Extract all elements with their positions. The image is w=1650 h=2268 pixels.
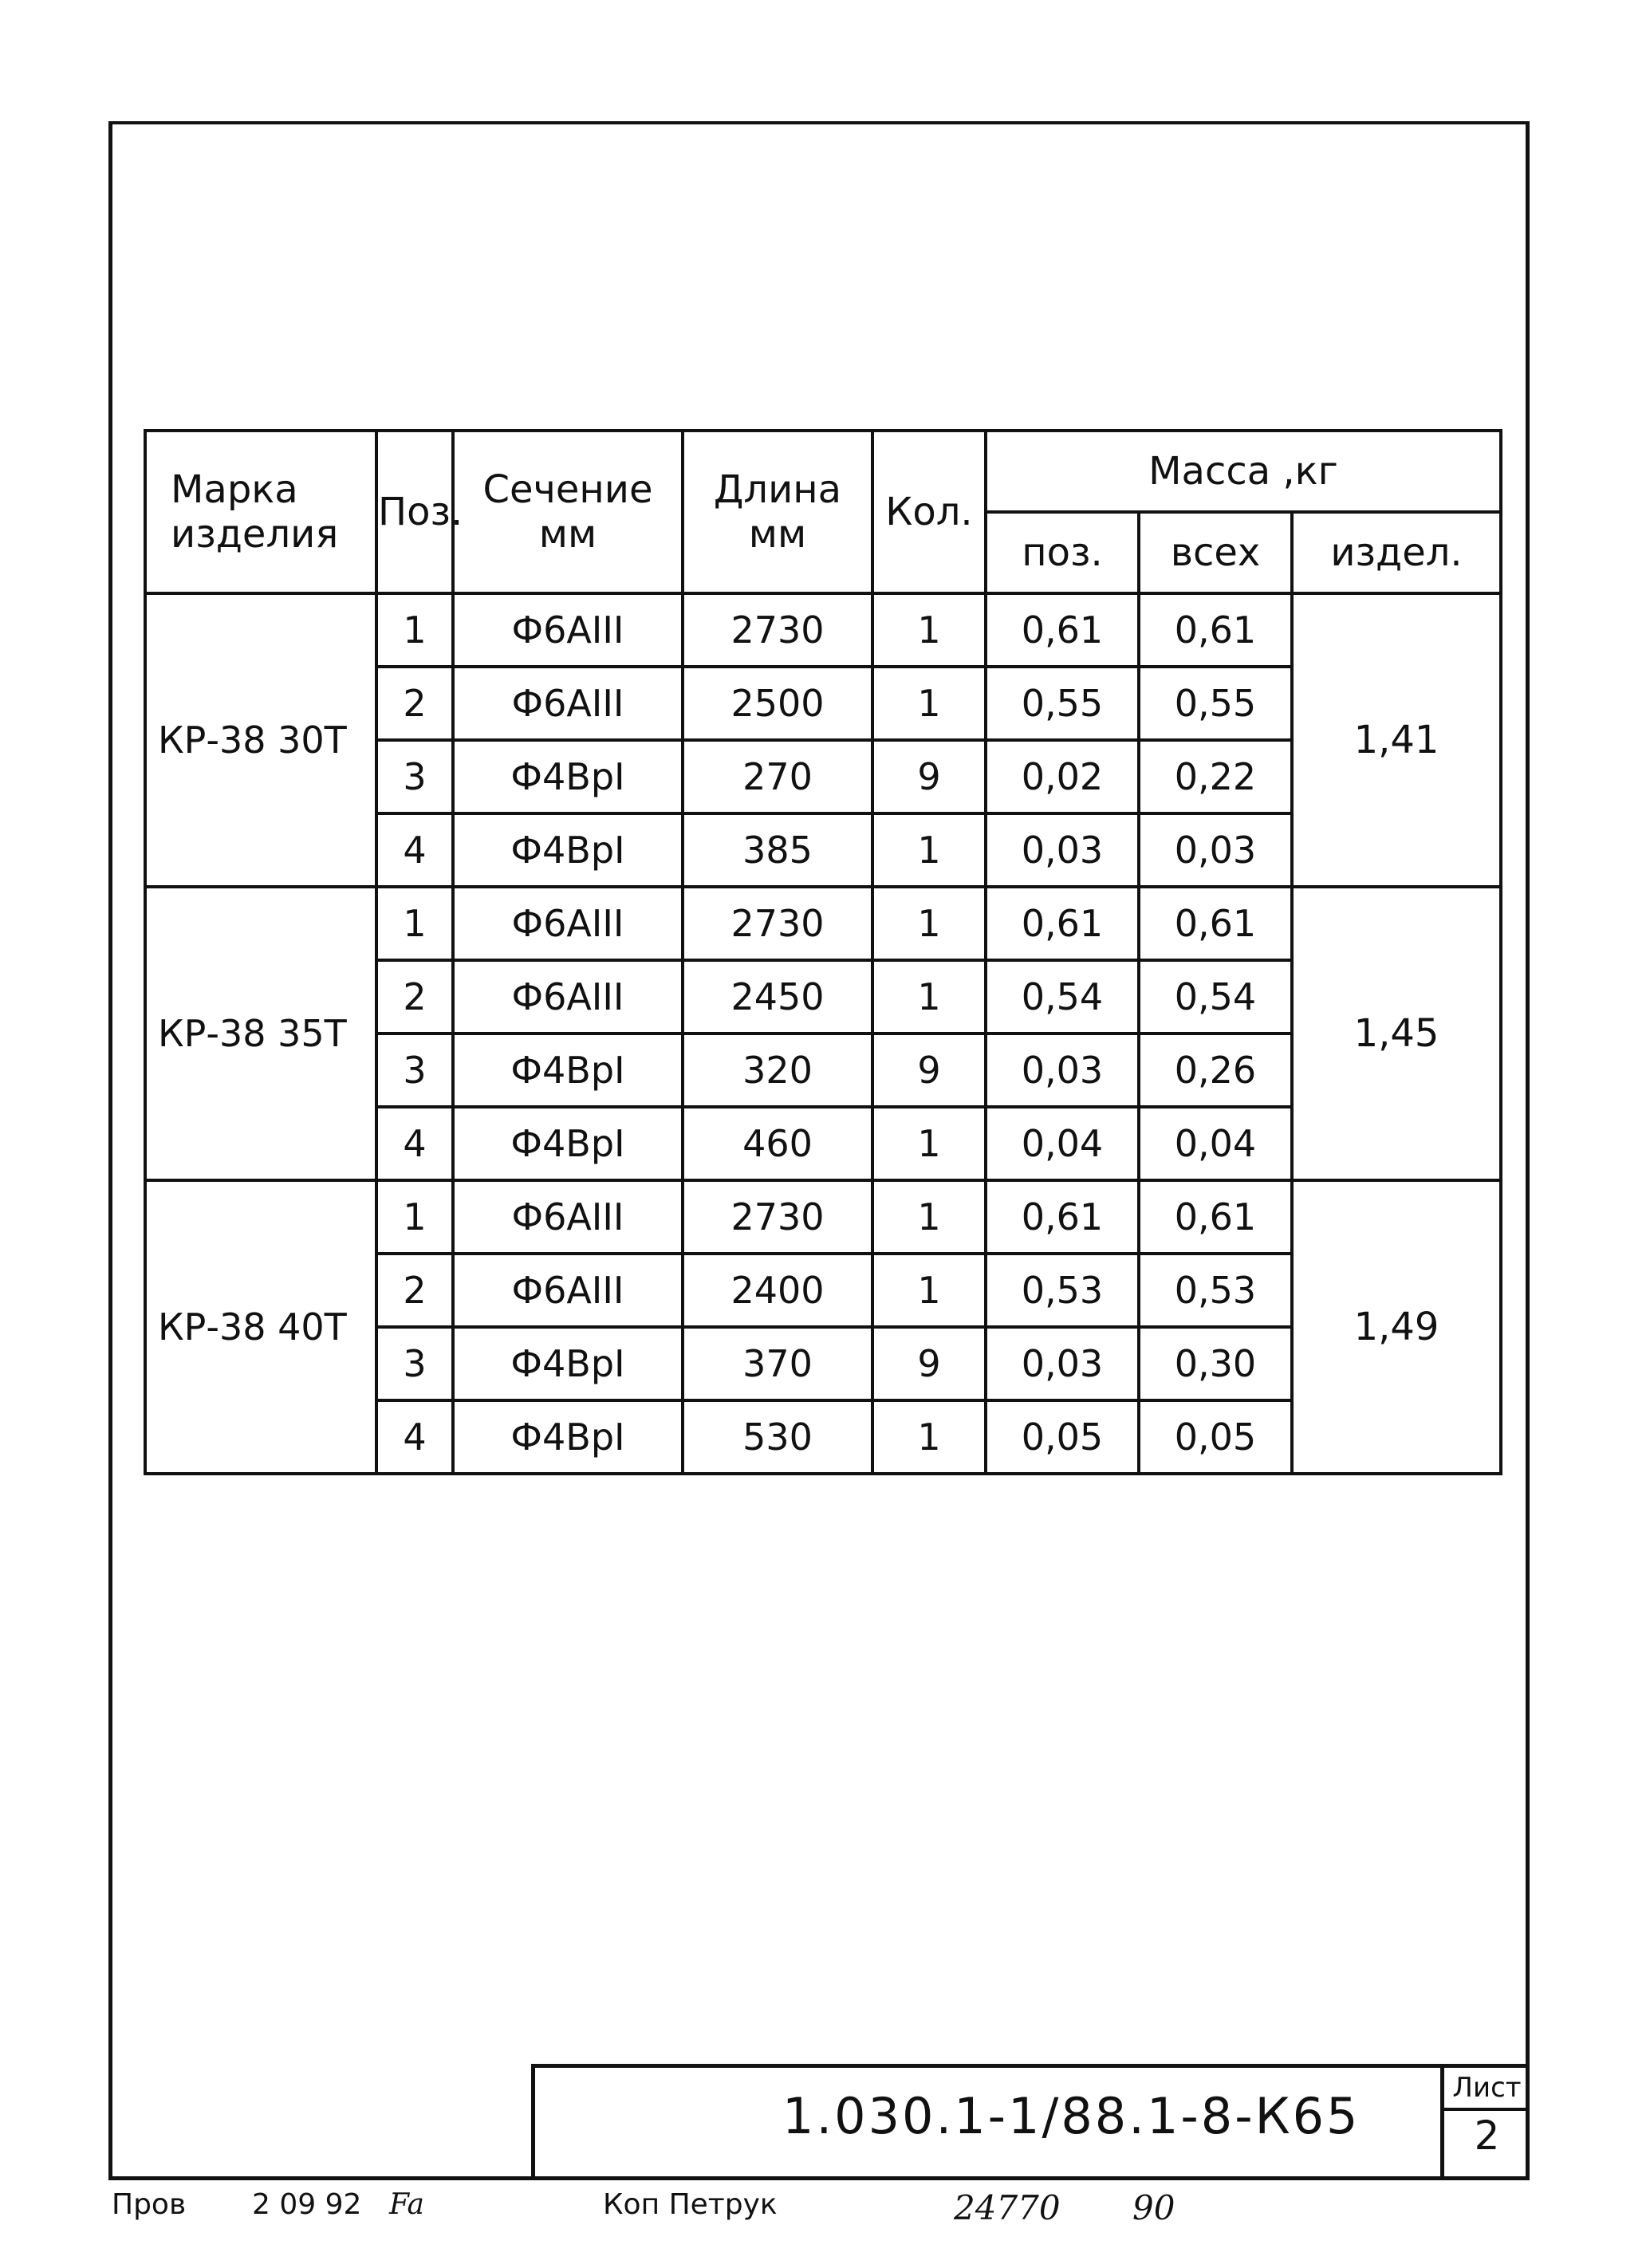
mass-pos-cell: 0,05: [986, 1400, 1139, 1474]
pos-cell: 4: [376, 1107, 453, 1180]
mass-all-cell: 0,03: [1139, 813, 1292, 887]
header-section-line1: Сечение: [482, 467, 653, 512]
document-number: 24770: [954, 2188, 1061, 2227]
length-cell: 2730: [683, 1180, 872, 1254]
qty-cell: 1: [872, 1180, 986, 1254]
sheet-box: [1440, 2068, 1530, 2180]
checked-date: 2 09 92: [252, 2188, 362, 2221]
section-cell: Ф4ВрI: [453, 740, 683, 813]
length-cell: 460: [683, 1107, 872, 1180]
pos-cell: 2: [376, 667, 453, 740]
length-cell: 2400: [683, 1254, 872, 1327]
length-cell: 385: [683, 813, 872, 887]
mass-all-cell: 0,30: [1139, 1327, 1292, 1400]
mass-pos-cell: 0,04: [986, 1107, 1139, 1180]
mass-pos-cell: 0,54: [986, 960, 1139, 1034]
header-mark-line1: Марка: [171, 467, 298, 512]
mass-pos-cell: 0,61: [986, 887, 1139, 960]
mass-item-cell: 1,49: [1292, 1180, 1501, 1474]
qty-cell: 1: [872, 593, 986, 667]
header-length: [683, 431, 872, 593]
mass-item-cell: 1,45: [1292, 887, 1501, 1180]
pos-cell: 2: [376, 960, 453, 1034]
mass-pos-cell: 0,02: [986, 740, 1139, 813]
header-mass-all: всех: [1139, 512, 1292, 593]
section-cell: Ф4ВрI: [453, 813, 683, 887]
header-length-line2: мм: [748, 512, 807, 557]
qty-cell: 9: [872, 1034, 986, 1107]
document-code: 1.030.1-1/88.1-8-К65: [782, 2087, 1361, 2145]
mark-cell: КР-38 40Т: [145, 1180, 376, 1474]
qty-cell: 9: [872, 1327, 986, 1400]
header-mass-pos: поз.: [986, 512, 1139, 593]
length-cell: 370: [683, 1327, 872, 1400]
header-pos: Поз.: [376, 431, 453, 593]
qty-cell: 1: [872, 887, 986, 960]
pos-cell: 1: [376, 1180, 453, 1254]
mark-cell: КР-38 35Т: [145, 887, 376, 1180]
pos-cell: 3: [376, 740, 453, 813]
header-mark: [145, 431, 376, 593]
section-cell: Ф6АIII: [453, 593, 683, 667]
mass-pos-cell: 0,55: [986, 667, 1139, 740]
section-cell: Ф6АIII: [453, 667, 683, 740]
header-mass: Масса ,кг: [986, 431, 1501, 512]
mass-pos-cell: 0,03: [986, 813, 1139, 887]
mass-all-cell: 0,05: [1139, 1400, 1292, 1474]
header-qty: Кол.: [872, 431, 986, 593]
section-cell: Ф6АIII: [453, 887, 683, 960]
section-cell: Ф6АIII: [453, 1180, 683, 1254]
length-cell: 2730: [683, 593, 872, 667]
mass-all-cell: 0,53: [1139, 1254, 1292, 1327]
header-mark-line2: изделия: [171, 512, 339, 557]
sheet-label: Лист: [1444, 2068, 1530, 2111]
header-mass-item: издел.: [1292, 512, 1501, 593]
section-cell: Ф6АIII: [453, 960, 683, 1034]
mass-all-cell: 0,26: [1139, 1034, 1292, 1107]
pos-cell: 3: [376, 1034, 453, 1107]
length-cell: 270: [683, 740, 872, 813]
length-cell: 2450: [683, 960, 872, 1034]
header-section: [453, 431, 683, 593]
section-cell: Ф6АIII: [453, 1254, 683, 1327]
qty-cell: 1: [872, 1400, 986, 1474]
mass-all-cell: 0,61: [1139, 887, 1292, 960]
qty-cell: 1: [872, 1107, 986, 1180]
length-cell: 2730: [683, 887, 872, 960]
section-cell: Ф4ВрI: [453, 1034, 683, 1107]
section-cell: Ф4ВрI: [453, 1327, 683, 1400]
qty-cell: 1: [872, 813, 986, 887]
header-row-1: [145, 431, 1501, 512]
format-value: 90: [1132, 2188, 1175, 2227]
length-cell: 320: [683, 1034, 872, 1107]
header-length-line1: Длина: [713, 467, 842, 512]
qty-cell: 1: [872, 667, 986, 740]
mass-pos-cell: 0,03: [986, 1034, 1139, 1107]
pos-cell: 1: [376, 593, 453, 667]
specification-table: [144, 429, 1502, 1475]
qty-cell: 9: [872, 740, 986, 813]
mass-all-cell: 0,61: [1139, 1180, 1292, 1254]
length-cell: 530: [683, 1400, 872, 1474]
mass-pos-cell: 0,61: [986, 1180, 1139, 1254]
section-cell: Ф4ВрI: [453, 1107, 683, 1180]
table-row: [145, 593, 1501, 667]
pos-cell: 4: [376, 813, 453, 887]
pos-cell: 2: [376, 1254, 453, 1327]
table-row: [145, 887, 1501, 960]
mass-pos-cell: 0,53: [986, 1254, 1139, 1327]
checked-signature: Fa: [389, 2188, 424, 2221]
mass-all-cell: 0,55: [1139, 667, 1292, 740]
title-block: [531, 2064, 1530, 2180]
mass-all-cell: 0,04: [1139, 1107, 1292, 1180]
table-row: [145, 1180, 1501, 1254]
mass-pos-cell: 0,03: [986, 1327, 1139, 1400]
pos-cell: 4: [376, 1400, 453, 1474]
qty-cell: 1: [872, 960, 986, 1034]
mass-pos-cell: 0,61: [986, 593, 1139, 667]
section-cell: Ф4ВрI: [453, 1400, 683, 1474]
header-section-line2: мм: [538, 512, 597, 557]
copied-by: Коп Петрук: [603, 2188, 778, 2221]
mass-all-cell: 0,22: [1139, 740, 1292, 813]
mass-all-cell: 0,61: [1139, 593, 1292, 667]
length-cell: 2500: [683, 667, 872, 740]
checked-label: Пров: [112, 2188, 187, 2221]
mass-all-cell: 0,54: [1139, 960, 1292, 1034]
sheet-number: 2: [1474, 2112, 1500, 2159]
mass-item-cell: 1,41: [1292, 593, 1501, 887]
mark-cell: КР-38 30Т: [145, 593, 376, 887]
pos-cell: 3: [376, 1327, 453, 1400]
qty-cell: 1: [872, 1254, 986, 1327]
pos-cell: 1: [376, 887, 453, 960]
